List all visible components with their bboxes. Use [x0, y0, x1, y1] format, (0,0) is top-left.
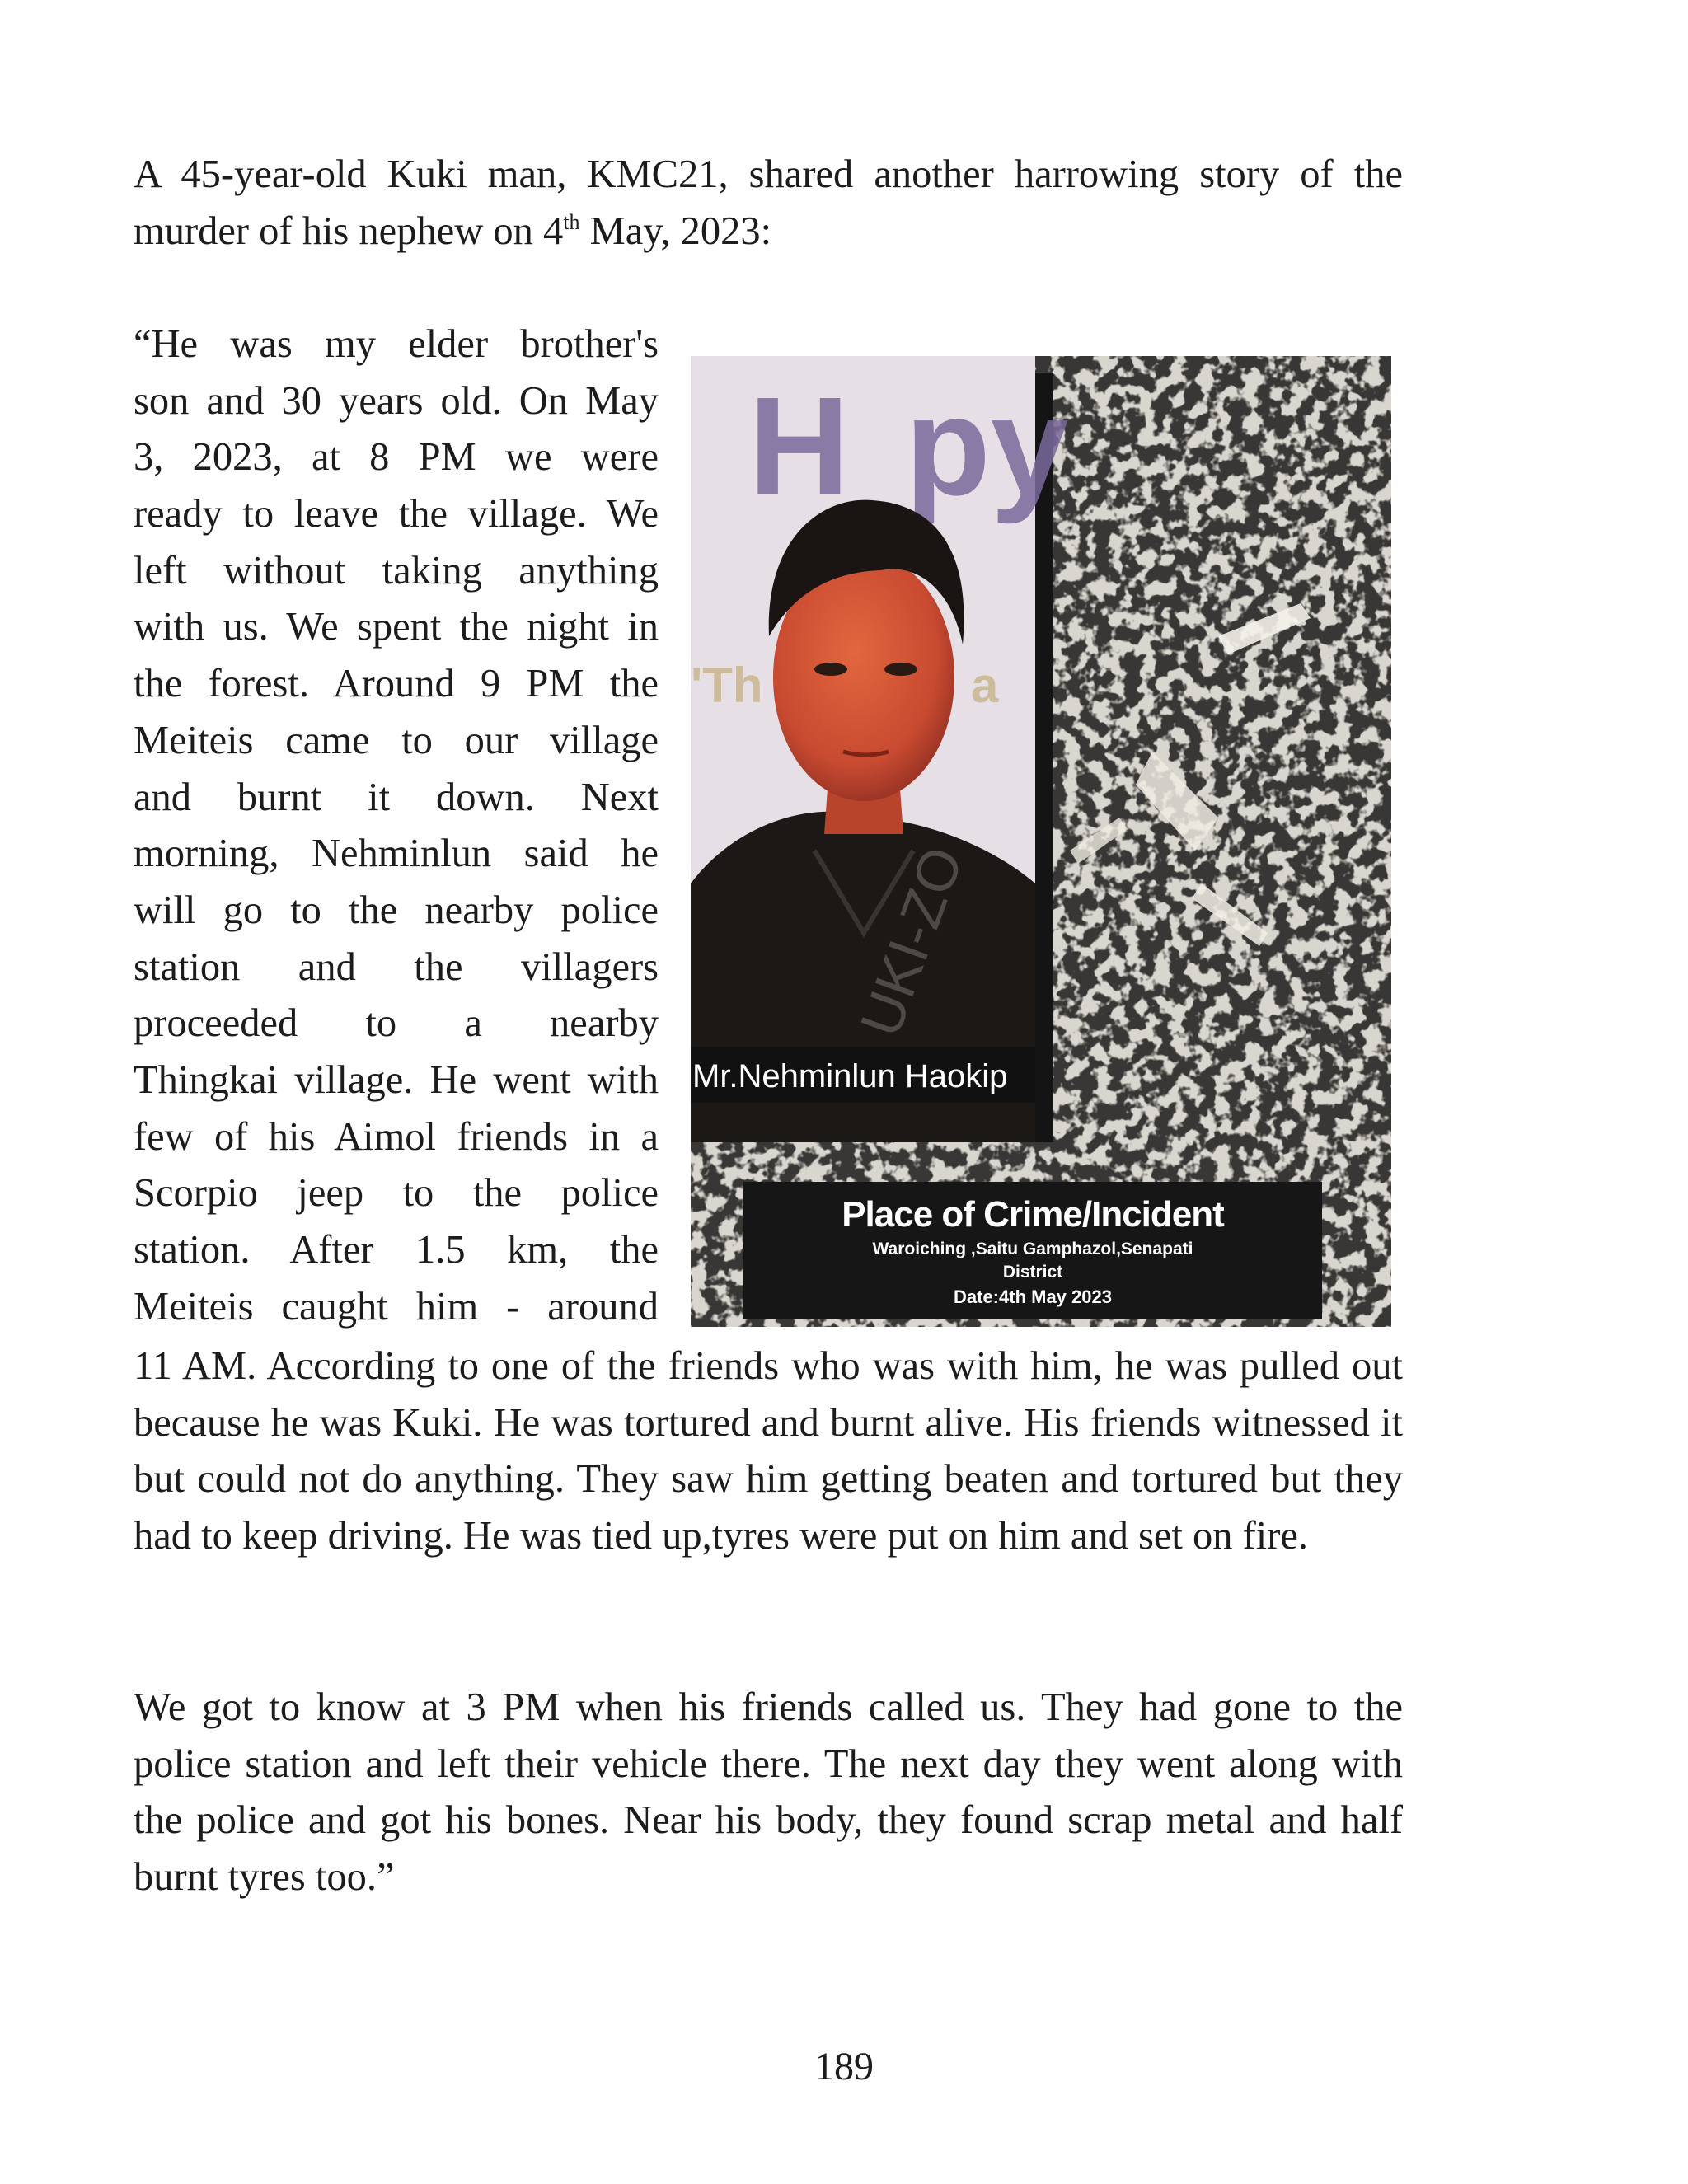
quote-line: morning, Nehminlun said he [134, 832, 659, 876]
incident-title: Place of Crime/Incident [842, 1194, 1224, 1235]
page-number: 189 [814, 2045, 874, 2088]
quote-line: Thingkai village. He went with [134, 1057, 659, 1102]
incident-date: Date:4th May 2023 [954, 1286, 1112, 1307]
quote-line: son and 30 years old. On May [134, 378, 659, 423]
quote-line: station and the villagers [134, 944, 659, 989]
intro-superscript: th [563, 209, 580, 234]
quote-line: left without taking anything [134, 548, 659, 593]
quote-line: Meiteis came to our village [134, 718, 659, 762]
svg-text:py: py [905, 368, 1069, 525]
memorial-figure [691, 356, 1391, 1327]
quote-paragraph-2: We got to know at 3 PM when his friends called us. They had gone to the police station and left their vehicle there. The next day they went along with the police and got his bones. Near his body, they found scrap metal and half burnt tyres too.” [134, 1685, 1403, 1900]
quote-column [134, 316, 659, 1335]
quote-line: and burnt it down. Next [134, 775, 659, 819]
intro-paragraph [134, 147, 1403, 260]
quote-line: with us. We spent the night in [134, 605, 659, 649]
photo-caption: Mr.Nehminlun Haokip [692, 1058, 1008, 1094]
quote-continuation: 11 AM. According to one of the friends who was with him, he was pulled out because he was Kuki. He was tortured and burnt alive. His friends witnessed it but could not do anything. They saw him getting beaten and tortured but they had to keep driving. He was tied up,tyres were put on him and set on fire. [134, 1344, 1403, 1558]
intro-text-end: May, 2023: [579, 209, 772, 253]
quote-line: proceeded to a nearby [134, 1001, 659, 1046]
incident-location: Waroiching ,Saitu Gamphazol,Senapati District [872, 1240, 1193, 1282]
quote-line: Scorpio jeep to the police [134, 1171, 659, 1216]
portrait-photo [691, 356, 1068, 1142]
quote-line: will go to the nearby police [134, 888, 659, 932]
svg-text:UKI-ZO: UKI-ZO [847, 838, 976, 1045]
incident-label-box [743, 1182, 1322, 1319]
svg-text:H: H [748, 368, 850, 525]
quote-line: 3, 2023, at 8 PM we were [134, 435, 659, 480]
quote-line: “He was my elder brother's [134, 322, 659, 366]
quote-line: few of his Aimol friends in a [134, 1114, 659, 1159]
quote-line: station. After 1.5 km, the [134, 1228, 659, 1272]
quote-line: the forest. Around 9 PM the [134, 662, 659, 706]
quote-line: ready to leave the village. We [134, 492, 659, 537]
svg-text:'Th: 'Th [691, 658, 763, 713]
intro-text: A 45-year-old Kuki man, KMC21, shared another harrowing story of the murder of his nephew on 4 [134, 152, 1403, 253]
svg-text:a: a [971, 658, 999, 713]
quote-line: Meiteis caught him - around [134, 1284, 659, 1329]
